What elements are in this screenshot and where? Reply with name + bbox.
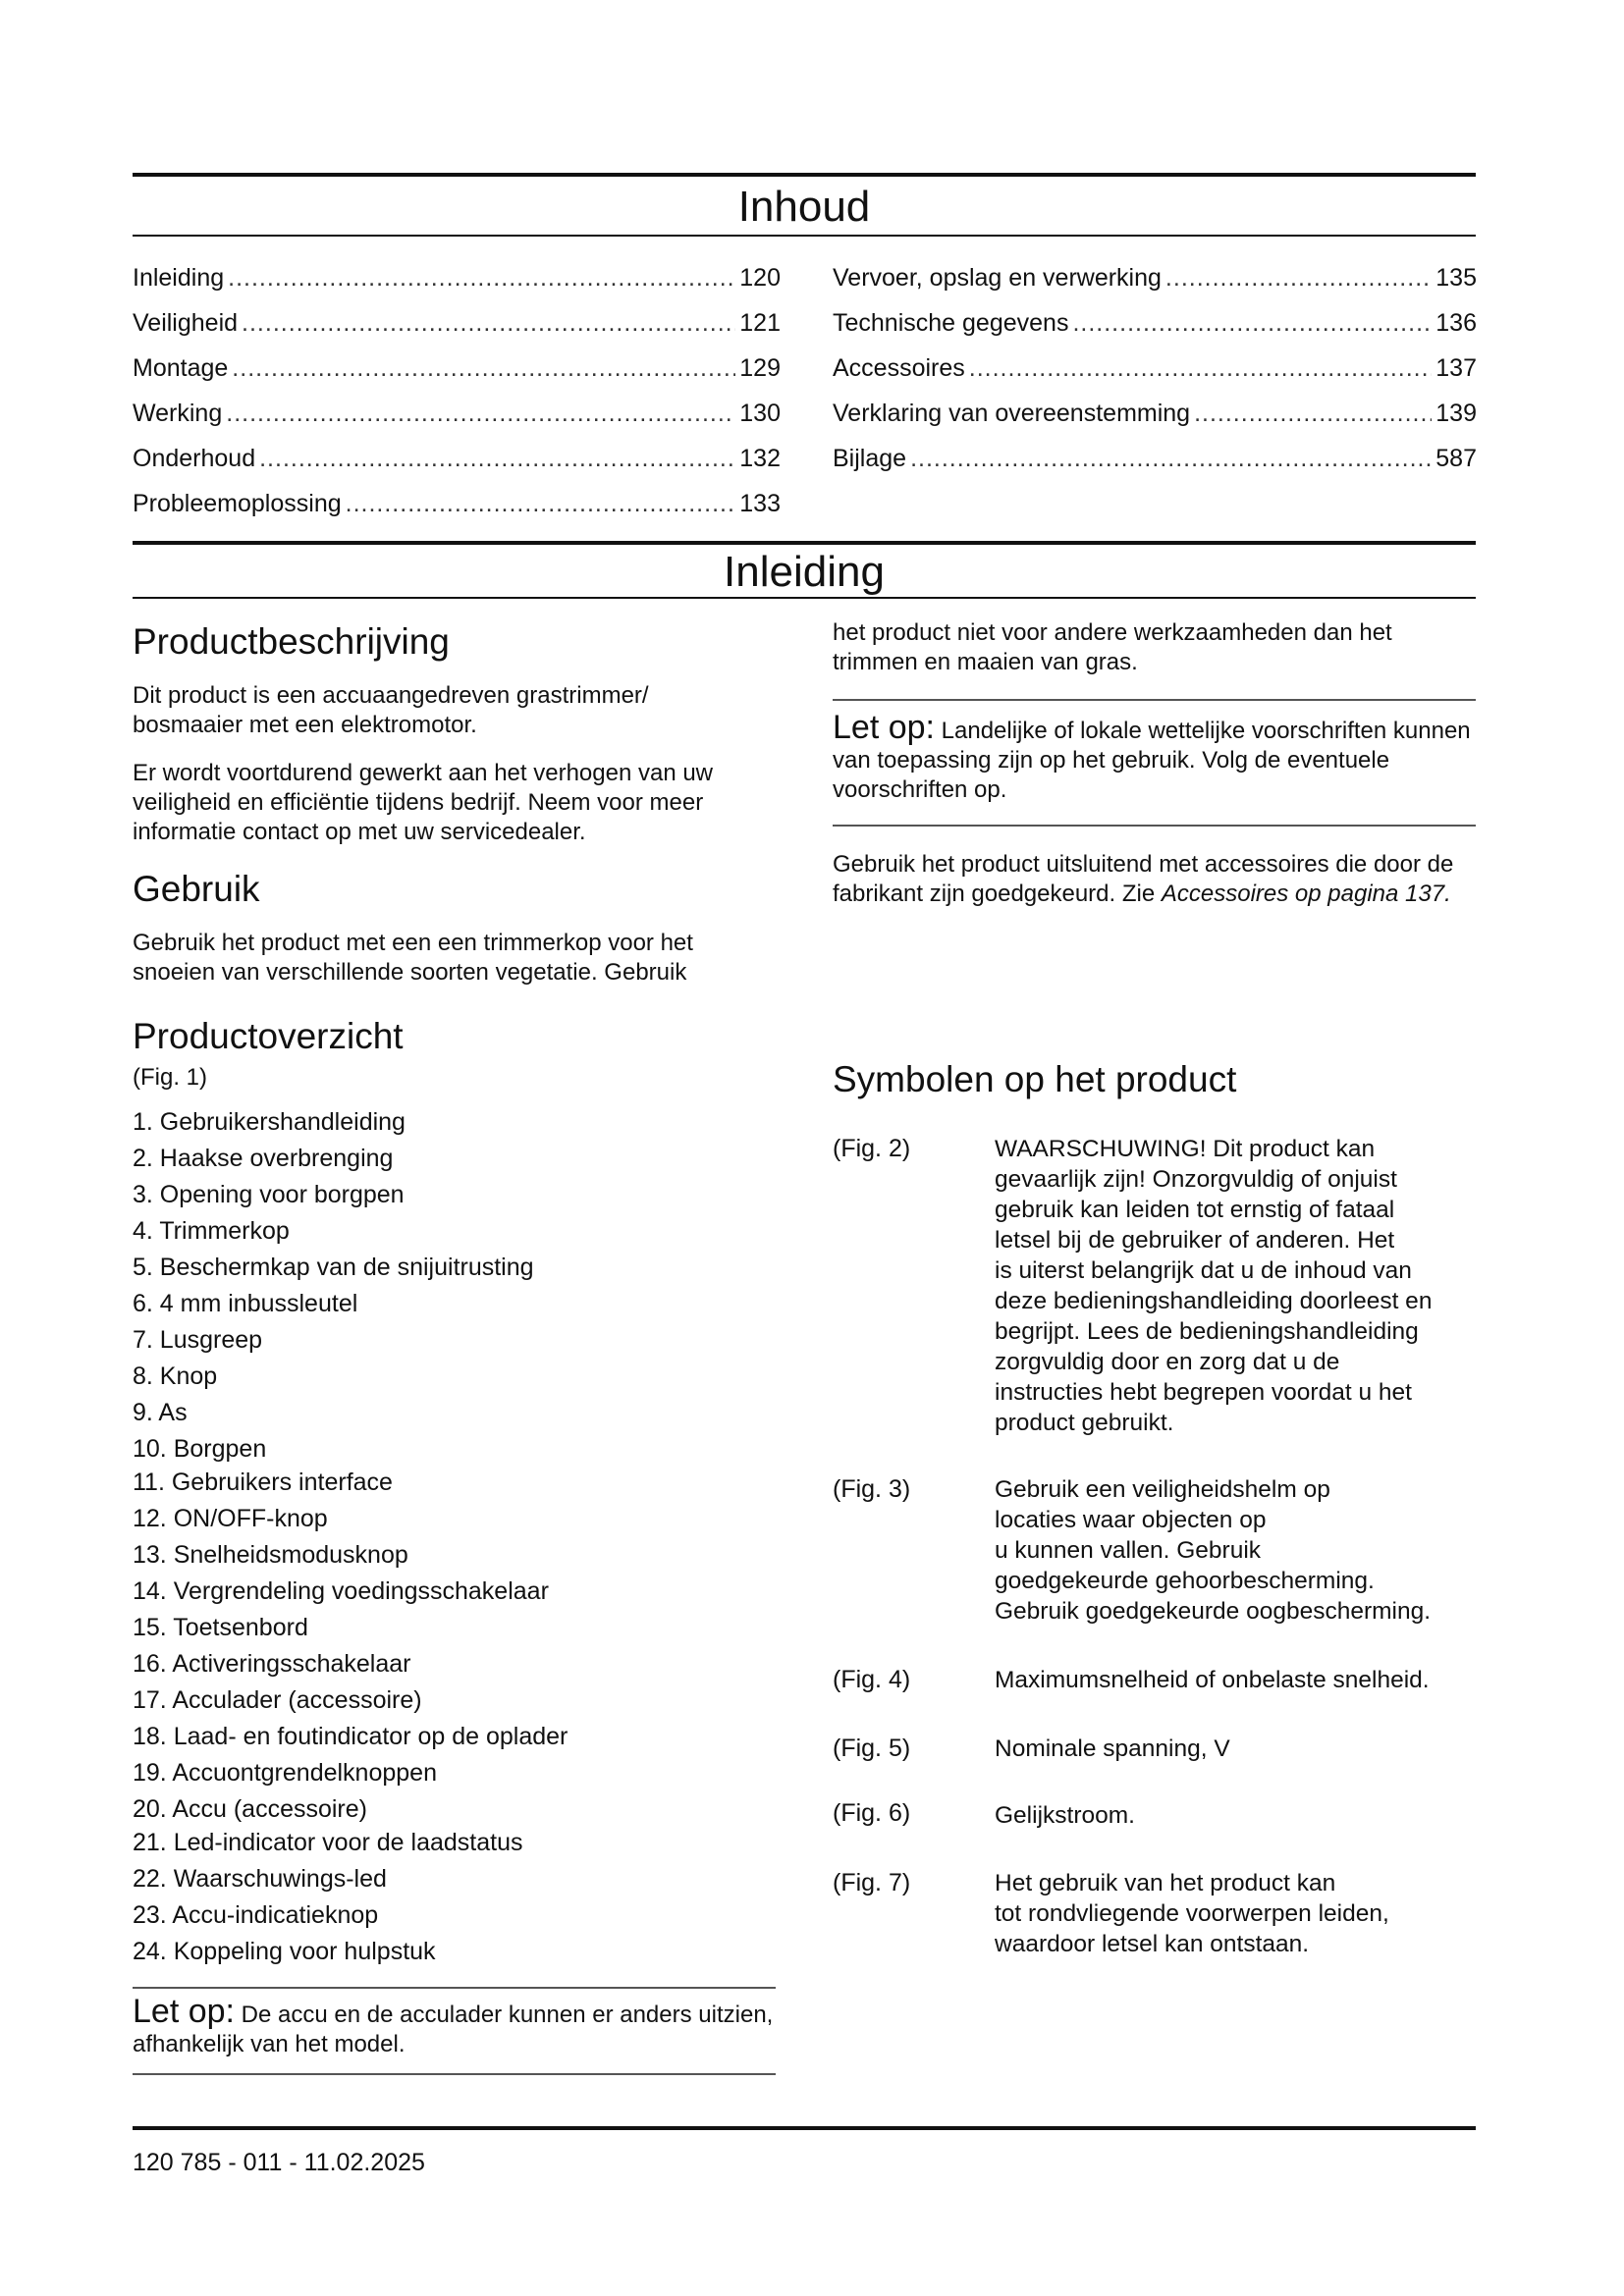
list-item: 24. Koppeling voor hulpstuk — [133, 1938, 436, 1965]
list-item: 16. Activeringsschakelaar — [133, 1650, 411, 1678]
toc-entry[interactable]: Bijlage ..... 587 — [833, 428, 1477, 473]
intro-title: Inleiding — [724, 548, 885, 596]
gebruik-paragraph-2: Gebruik het product uitsluitend met accessoires die door de fabrikant zijn goedgekeurd. Zie Accessoires op pagina 137. — [833, 851, 1454, 907]
fig-1-reference: (Fig. 1) — [133, 1064, 208, 1091]
toc-entry[interactable]: Verklaring van overeenstemming ..... 139 — [833, 383, 1477, 428]
list-item: 20. Accu (accessoire) — [133, 1795, 367, 1823]
list-item: 13. Snelheidsmodusknop — [133, 1541, 408, 1569]
fig-6-reference: (Fig. 6) — [833, 1799, 911, 1827]
note-text: De accu en de acculader kunnen er anders uitzien, afhankelijk van het model. — [133, 2002, 774, 2057]
list-item: 10. Borgpen — [133, 1435, 267, 1463]
list-item: 15. Toetsenbord — [133, 1614, 308, 1641]
list-item: 3. Opening voor borgpen — [133, 1181, 405, 1208]
toc-entry[interactable]: Werking ..... 130 — [133, 383, 781, 428]
toc-entry[interactable]: Technische gegevens ..... 136 — [833, 293, 1477, 338]
fig-3-description: Gebruik een veiligheidshelm op locaties waar objecten op u kunnen vallen. Gebruik goedgekeurde gehoorbescherming. Gebruik goedgekeurde oogbescherming. — [995, 1476, 1432, 1625]
list-item: 14. Vergrendeling voedingsschakelaar — [133, 1577, 549, 1605]
fig-5-reference: (Fig. 5) — [833, 1735, 911, 1762]
productbeschrijving-heading: Productbeschrijving — [133, 621, 450, 662]
list-item: 18. Laad- en foutindicator op de oplader — [133, 1723, 568, 1750]
fig-6-description: Gelijkstroom. — [995, 1802, 1135, 1829]
list-item: 1. Gebruikershandleiding — [133, 1108, 406, 1136]
note-label: Let op: — [833, 709, 935, 746]
fig-2-description: WAARSCHUWING! Dit product kan gevaarlijk zijn! Onzorgvuldig of onjuist gebruik kan leiden tot ernstig of fataal letsel bij de gebruiker of anderen. Het is uiterst belangrijk dat u de inhoud van deze bedieningshandleiding doorleest en begrijpt. Lees de bedieningshandleiding zorgvuldig door en zorg dat u de instructies hebt begrepen voordat u het product gebruikt. — [995, 1136, 1433, 1436]
gebruik-heading: Gebruik — [133, 869, 260, 909]
list-item: 7. Lusgreep — [133, 1326, 263, 1354]
productbeschrijving-paragraph-1: Dit product is een accuaangedreven grastrimmer/ bosmaaier met een elektromotor. — [133, 682, 649, 738]
toc-entry[interactable]: Onderhoud ..... 132 — [133, 428, 781, 473]
gebruik-paragraph-1: Gebruik het product met een een trimmerkop voor het snoeien van verschillende soorten vegetatie. Gebruik — [133, 930, 693, 986]
symbolen-heading: Symbolen op het product — [833, 1059, 1237, 1099]
intro-top-rule — [133, 541, 1476, 545]
gebruik-paragraph-1-continued: het product niet voor andere werkzaamheden dan het trimmen en maaien van gras. — [833, 619, 1392, 675]
footer-rule — [133, 2126, 1476, 2130]
productbeschrijving-paragraph-2: Er wordt voortdurend gewerkt aan het verhogen van uw veiligheid en efficiëntie tijdens bedrijf. Neem voor meer informatie contact op met uw servicedealer. — [133, 760, 714, 845]
regulations-note — [833, 699, 1476, 827]
toc-entry[interactable]: Accessoires ..... 137 — [833, 338, 1477, 383]
note-text: Landelijke of lokale wettelijke voorschriften kunnen van toepassing zijn op het gebruik. Volg de eventuele voorschriften op. — [833, 718, 1471, 803]
list-item: 22. Waarschuwings-led — [133, 1865, 387, 1893]
toc-left-column — [133, 247, 781, 518]
list-item: 9. As — [133, 1399, 188, 1426]
productoverzicht-heading: Productoverzicht — [133, 1016, 404, 1056]
accessoires-link[interactable]: Accessoires op pagina 137. — [1161, 881, 1451, 907]
list-item: 17. Acculader (accessoire) — [133, 1686, 422, 1714]
list-item: 12. ON/OFF-knop — [133, 1505, 328, 1532]
list-item: 4. Trimmerkop — [133, 1217, 290, 1245]
toc-entry[interactable]: Probleemoplossing ..... 133 — [133, 473, 781, 518]
toc-entry[interactable]: Montage ..... 129 — [133, 338, 781, 383]
list-item: 6. 4 mm inbussleutel — [133, 1290, 358, 1317]
toc-right-column — [833, 247, 1477, 473]
document-id: 120 785 - 011 - 11.02.2025 — [133, 2149, 425, 2176]
top-rule — [133, 173, 1476, 177]
list-item: 19. Accuontgrendelknoppen — [133, 1759, 437, 1787]
list-item: 21. Led-indicator voor de laadstatus — [133, 1829, 523, 1856]
toc-title-rule — [133, 235, 1476, 237]
fig-2-reference: (Fig. 2) — [833, 1135, 911, 1162]
toc-title: Inhoud — [737, 183, 871, 231]
fig-4-reference: (Fig. 4) — [833, 1666, 911, 1693]
toc-entry[interactable]: Veiligheid ..... 121 — [133, 293, 781, 338]
toc-entry[interactable]: Vervoer, opslag en verwerking ..... 135 — [833, 247, 1477, 293]
accu-note — [133, 1987, 776, 2075]
list-item: 11. Gebruikers interface — [133, 1468, 393, 1496]
list-item: 2. Haakse overbrenging — [133, 1145, 394, 1172]
list-item: 8. Knop — [133, 1362, 218, 1390]
fig-5-description: Nominale spanning, V — [995, 1735, 1230, 1762]
fig-7-description: Het gebruik van het product kan tot rondvliegende voorwerpen leiden, waardoor letsel kan ontstaan. — [995, 1870, 1389, 1957]
list-item: 23. Accu-indicatieknop — [133, 1901, 379, 1929]
note-label: Let op: — [133, 1993, 235, 2030]
fig-3-reference: (Fig. 3) — [833, 1475, 911, 1503]
intro-title-rule — [133, 597, 1476, 599]
fig-7-reference: (Fig. 7) — [833, 1869, 911, 1896]
fig-4-description: Maximumsnelheid of onbelaste snelheid. — [995, 1667, 1430, 1693]
list-item: 5. Beschermkap van de snijuitrusting — [133, 1254, 534, 1281]
toc-entry[interactable]: Inleiding ..... 120 — [133, 247, 781, 293]
